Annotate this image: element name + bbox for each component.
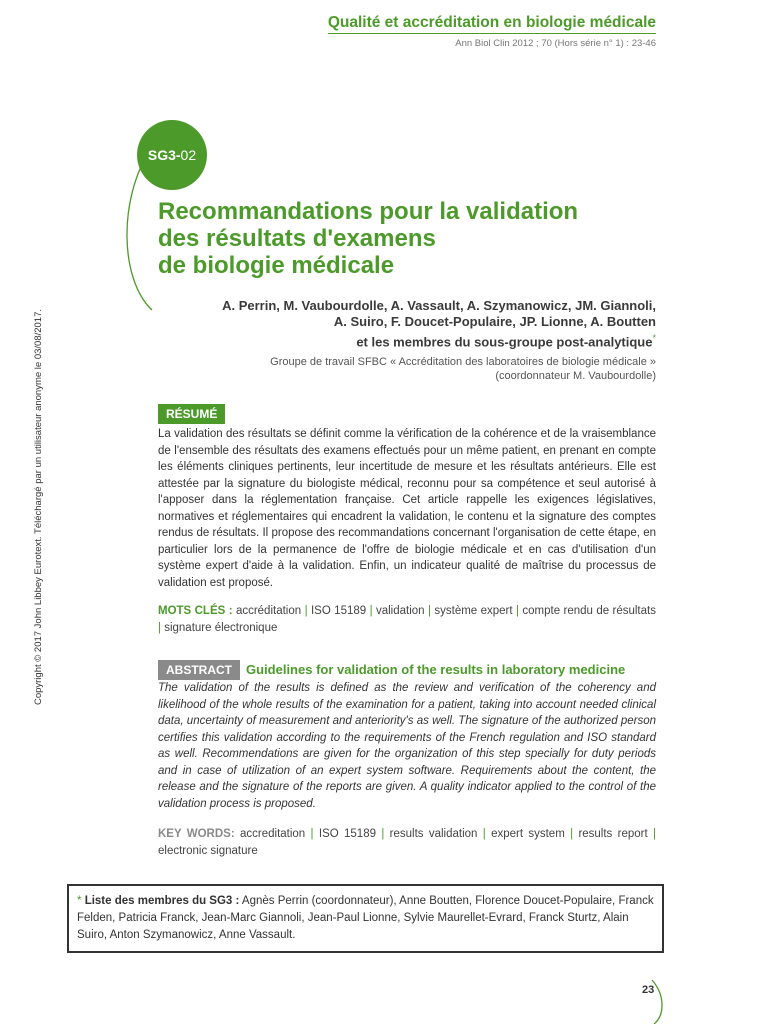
keyword: système expert <box>434 605 513 617</box>
keyword: accreditation <box>240 828 306 840</box>
authors-line: A. Perrin, M. Vaubourdolle, A. Vassault, A. Szymanowicz, JM. Giannoli, <box>222 298 656 313</box>
members-text: Agnès Perrin (coordonnateur), Anne Boutten, Florence Doucet-Populaire, Franck Felden, Patricia Franck, Jean-Marc Giannoli, Jean-Paul Lionne, Sylvie Maurellet-Evrard, Franck Sturtz, Alain Suiro, Anton Szymanowicz, Anne Vassault. <box>77 895 654 941</box>
footnote-star[interactable]: * <box>652 333 656 343</box>
keyword: expert system <box>491 828 565 840</box>
affiliation-line: Groupe de travail SFBC « Accréditation des laboratoires de biologie médicale » <box>270 356 656 368</box>
abstract-text: The validation of the results is defined as the review and verification of the coherency and likelihood of the whole results of the examination for a patient, taking into account needed clinical data, uncertainty of measurement and anteriority's as well. The signature of the authorized person certifies this validation according to the requirements of the French regulation and ISO standard as well. Recommendations are given for the organization of this step specially for duty periods and in case of utilization of an expert system software. Requirements about the content, the release and the signature of the reports are given. A quality indicator applied to the control of the validation process is proposed. <box>158 682 656 810</box>
keyword: compte rendu de résultats <box>522 605 656 617</box>
journal-title: Qualité et accréditation en biologie médicale <box>328 14 656 34</box>
resume-label: RÉSUMÉ <box>158 404 225 424</box>
keyword: accréditation <box>235 605 302 617</box>
authors-text: et les membres du sous-groupe post-analytique <box>356 334 653 350</box>
keyword: ISO 15189 <box>318 828 376 840</box>
keyword: signature électronique <box>164 622 278 634</box>
abstract-title: Guidelines for validation of the results in laboratory medicine <box>246 662 626 677</box>
title-line: Recommandations pour la validation <box>158 198 579 225</box>
keywords-fr: MOTS CLÉS : accréditation | ISO 15189 | validation | système expert | compte rendu de résultats | signature électronique <box>158 605 656 634</box>
authors-line <box>136 330 656 350</box>
keywords-en: KEY WORDS: accreditation | ISO 15189 | results validation | expert system | results report | electronic signature <box>158 828 656 857</box>
members-label: Liste des membres du SG3 : <box>84 895 240 907</box>
copyright-notice: Copyright © 2017 John Libbey Eurotext. Téléchargé par un utilisateur anonyme le 03/08/2017. <box>33 308 44 706</box>
section-badge <box>137 120 207 190</box>
keyword: results validation <box>389 828 478 840</box>
members-box <box>67 884 664 953</box>
keyword: electronic signature <box>158 845 258 857</box>
article-title <box>158 198 678 279</box>
abstract-header <box>158 660 658 680</box>
members-star: * <box>77 895 82 907</box>
keywords-fr-label: MOTS CLÉS : <box>158 605 233 617</box>
title-line: des résultats d'examens <box>158 225 436 252</box>
title-line: de biologie médicale <box>158 252 395 279</box>
keyword: results report <box>578 828 648 840</box>
journal-header <box>328 14 656 49</box>
authors <box>136 298 656 350</box>
badge-number: 02 <box>180 147 197 163</box>
affiliation-line: (coordonnateur M. Vaubourdolle) <box>495 370 656 382</box>
journal-reference: Ann Biol Clin 2012 ; 70 (Hors série n° 1) : 23-46 <box>455 38 656 49</box>
keyword: ISO 15189 <box>310 605 367 617</box>
keywords-en-label: KEY WORDS: <box>158 828 235 840</box>
affiliation <box>136 355 656 383</box>
resume-text: La validation des résultats se définit comme la vérification de la cohérence et de la vraisemblance de l'ensemble des résultats des examens effectués pour un même patient, en prenant en compte les éléments cliniques pertinents, leur incertitude de mesure et les résultats antérieurs. Elle est attestée par la signature du biologiste médical, reconnu pour sa compétence et seul autorisé à l'apposer dans la réglementation française. Cet article rappelle les exigences législatives, normatives et réglementaires qui encadrent la validation, le contenu et la signature des comptes rendus de résultats. Il propose des recommandations concernant l'organisation de cette étape, en particulier lors de la permanence de l'offre de biologie médicale et en cas d'utilisation d'un système expert d'aide à la validation. Enfin, un indicateur qualité de maîtrise du processus de validation est proposé. <box>158 428 656 589</box>
abstract-label: ABSTRACT <box>158 660 240 680</box>
badge-code: SG3- <box>147 147 181 163</box>
page-number: 23 <box>642 984 655 996</box>
keyword: validation <box>375 605 425 617</box>
authors-line: A. Suiro, F. Doucet-Populaire, JP. Lionne, A. Boutten <box>333 314 656 329</box>
